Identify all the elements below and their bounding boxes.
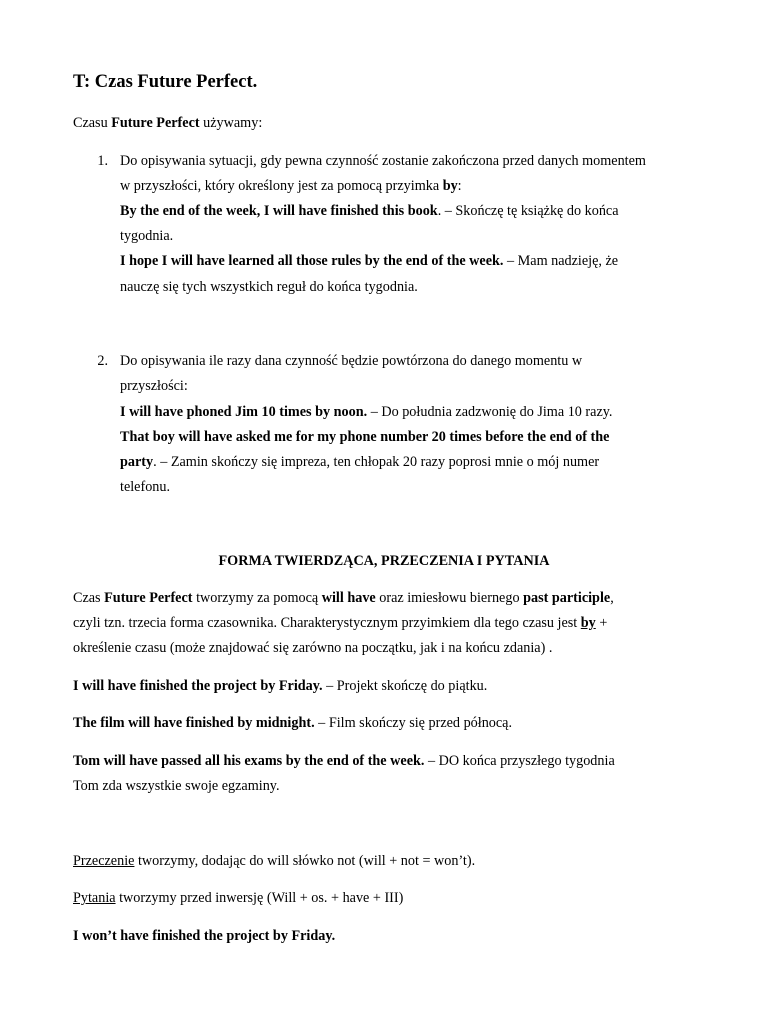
question-paragraph: Pytania tworzymy przed inwersję (Will + os. + have + III) [73,890,404,906]
example-3: Tom will have passed all his exams by the end of the week. – DO końca przyszłego tygodnia [73,753,615,769]
item2-example1: I will have phoned Jim 10 times by noon. – Do południa zadzwonię do Jima 10 razy. [120,404,613,420]
item1-line2: w przyszłości, który określony jest za pomocą przyimka by: [120,178,462,194]
item1-example2-cont: nauczę się tych wszystkich reguł do końca tygodnia. [120,279,418,295]
item1-example2: I hope I will have learned all those rules by the end of the week. – Mam nadzieję, że [120,253,619,269]
item1-line1: Do opisywania sytuacji, gdy pewna czynność zostanie zakończona przed danych momentem [120,153,646,169]
item1-example1-cont: tygodnia. [120,228,174,244]
form-paragraph-line3: określenie czasu (może znajdować się zarówno na początku, jak i na końcu zdania) . [73,640,553,656]
example-3-cont: Tom zda wszystkie swoje egzaminy. [73,778,280,794]
item2-example2: That boy will have asked me for my phone number 20 times before the end of the [120,429,610,445]
section-heading: FORMA TWIERDZĄCA, PRZECZENIA I PYTANIA [218,553,550,569]
list-number-2: 2. [97,353,108,369]
form-paragraph-line1: Czas Future Perfect tworzymy za pomocą will have oraz imiesłowu biernego past participle, [73,590,614,606]
form-paragraph-line2: czyli tzn. trzecia forma czasownika. Charakterystycznym przyimkiem dla tego czasu jest by + [73,615,608,631]
item2-line1: Do opisywania ile razy dana czynność będzie powtórzona do danego momentu w [120,353,583,369]
list-number-1: 1. [97,153,108,169]
last-example: I won’t have finished the project by Friday. [73,928,336,944]
item2-example2-cont: party. – Zamin skończy się impreza, ten chłopak 20 razy poprosi mnie o mój numer [120,454,600,470]
intro-paragraph: Czasu Future Perfect używamy: [73,115,263,131]
negation-paragraph: Przeczenie tworzymy, dodając do will słówko not (will + not = won’t). [73,853,476,869]
item1-example1: By the end of the week, I will have finished this book. – Skończę tę książkę do końca [120,203,619,219]
example-2: The film will have finished by midnight. – Film skończy się przed północą. [73,715,513,731]
page-title: T: Czas Future Perfect. [73,72,258,92]
item2-example2-cont2: telefonu. [120,479,171,495]
example-1: I will have finished the project by Friday. – Projekt skończę do piątku. [73,678,488,694]
item2-line2: przyszłości: [120,378,188,394]
